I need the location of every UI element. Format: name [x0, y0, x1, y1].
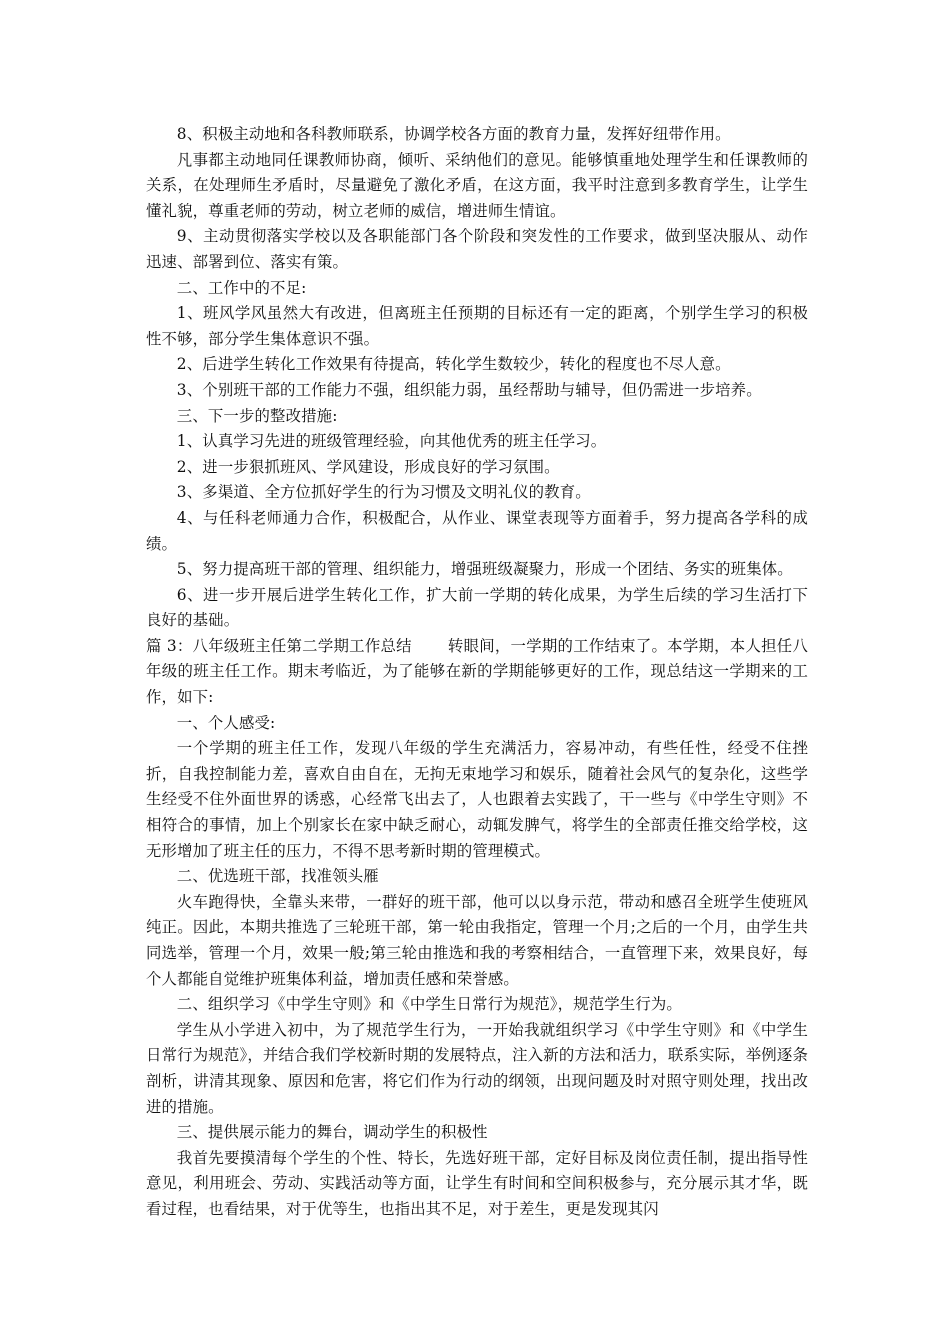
- paragraph: 我首先要摸清每个学生的个性、特长，先选好班干部，定好目标及岗位责任制，提出指导性意见，利用班会、劳动、实践活动等方面，让学生有时间和空间积极参与，充分展示其才华，既看过程，也看结果，对于优等生，也指出其不足，对于差生，更是发现其闪: [146, 1148, 808, 1218]
- section-heading: 一、个人感受:: [176, 713, 276, 732]
- article-intro: [146, 634, 808, 711]
- section-heading: 二、工作中的不足:: [176, 278, 307, 297]
- paragraph: 凡事都主动地同任课教师协商，倾听、采纳他们的意见。能够慎重地处理学生和任课教师的关系，在处理师生矛盾时，尽量避免了激化矛盾，在这方面，我平时注意到多教育学生，让学生懂礼貌，尊重老师的劳动，树立老师的威信，增进师生情谊。: [146, 150, 808, 220]
- section-heading: 二、优选班干部，找准领头雁: [176, 867, 379, 886]
- document-page: [146, 122, 808, 1223]
- paragraph: 6、进一步开展后进学生转化工作，扩大前一学期的转化成果，为学生后续的学习生活打下良好的基础。: [146, 585, 808, 630]
- paragraph: 1、班风学风虽然大有改进，但离班主任预期的目标还有一定的距离，个别学生学习的积极性不够，部分学生集体意识不强。: [146, 304, 808, 348]
- section-heading: 三、提供展示能力的舞台，调动学生的积极性: [176, 1123, 488, 1142]
- paragraph: 1、认真学习先进的班级管理经验，向其他优秀的班主任学习。: [176, 432, 607, 451]
- paragraph: 3、多渠道、全方位抓好学生的行为习惯及文明礼仪的教育。: [176, 483, 591, 502]
- paragraph: 5、努力提高班干部的管理、组织能力，增强班级凝聚力，形成一个团结、务实的班集体。: [176, 560, 793, 579]
- paragraph: 2、后进学生转化工作效果有待提高，转化学生数较少，转化的程度也不尽人意。: [176, 355, 731, 374]
- section-heading: 三、下一步的整改措施:: [176, 406, 338, 425]
- paragraph: 9、主动贯彻落实学校以及各职能部门各个阶段和突发性的工作要求，做到坚决服从、动作迅速、部署到位、落实有策。: [146, 227, 808, 271]
- paragraph: 2、进一步狠抓班风、学风建设，形成良好的学习氛围。: [176, 457, 560, 476]
- paragraph: 学生从小学进入初中，为了规范学生行为，一开始我就组织学习《中学生守则》和《中学生日常行为规范》，并结合我们学校新时期的发展特点，注入新的方法和活力，联系实际，举例逐条剖析，讲清其现象、原因和危害，将它们作为行动的纲领，出现问题及时对照守则处理，找出改进的措施。: [146, 1020, 808, 1116]
- section-heading: 二、组织学习《中学生守则》和《中学生日常行为规范》，规范学生行为。: [176, 995, 682, 1014]
- paragraph: 4、与任科老师通力合作，积极配合，从作业、课堂表现等方面着手，努力提高各学科的成绩。: [146, 508, 808, 553]
- article-intro-text: 转眼间，一学期的工作结束了。本学期，本人担任八年级的班主任工作。期末考临近，为了能够在新的学期能够更好的工作，现总结这一学期来的工作，如下:: [146, 636, 808, 707]
- paragraph: 火车跑得快，全靠头来带，一群好的班干部，他可以以身示范，带动和感召全班学生使班风纯正。因此，本期共推选了三轮班干部，第一轮由我指定，管理一个月;之后的一个月，由学生共同选举，管理一个月，效果一般;第三轮由推选和我的考察相结合，一直管理下来，效果良好，每个人都能自觉维护班集体利益，增加责任感和荣誉感。: [146, 892, 808, 988]
- paragraph: 3、个别班干部的工作能力不强，组织能力弱，虽经帮助与辅导，但仍需进一步培养。: [176, 380, 762, 399]
- article-title: 篇 3：八年级班主任第二学期工作总结: [146, 636, 412, 655]
- paragraph: 一个学期的班主任工作，发现八年级的学生充满活力，容易冲动，有些任性，经受不住挫折，自我控制能力差，喜欢自由自在，无拘无束地学习和娱乐，随着社会风气的复杂化，这些学生经受不住外面世界的诱惑，心经常飞出去了，人也跟着去实践了，干一些与《中学生守则》不相符合的事情，加上个别家长在家中缺乏耐心，动辄发脾气，将学生的全部责任推交给学校，这无形增加了班主任的压力，不得不思考新时期的管理模式。: [146, 739, 808, 860]
- paragraph: 8、积极主动地和各科教师联系，协调学校各方面的教育力量，发挥好纽带作用。: [176, 125, 731, 143]
